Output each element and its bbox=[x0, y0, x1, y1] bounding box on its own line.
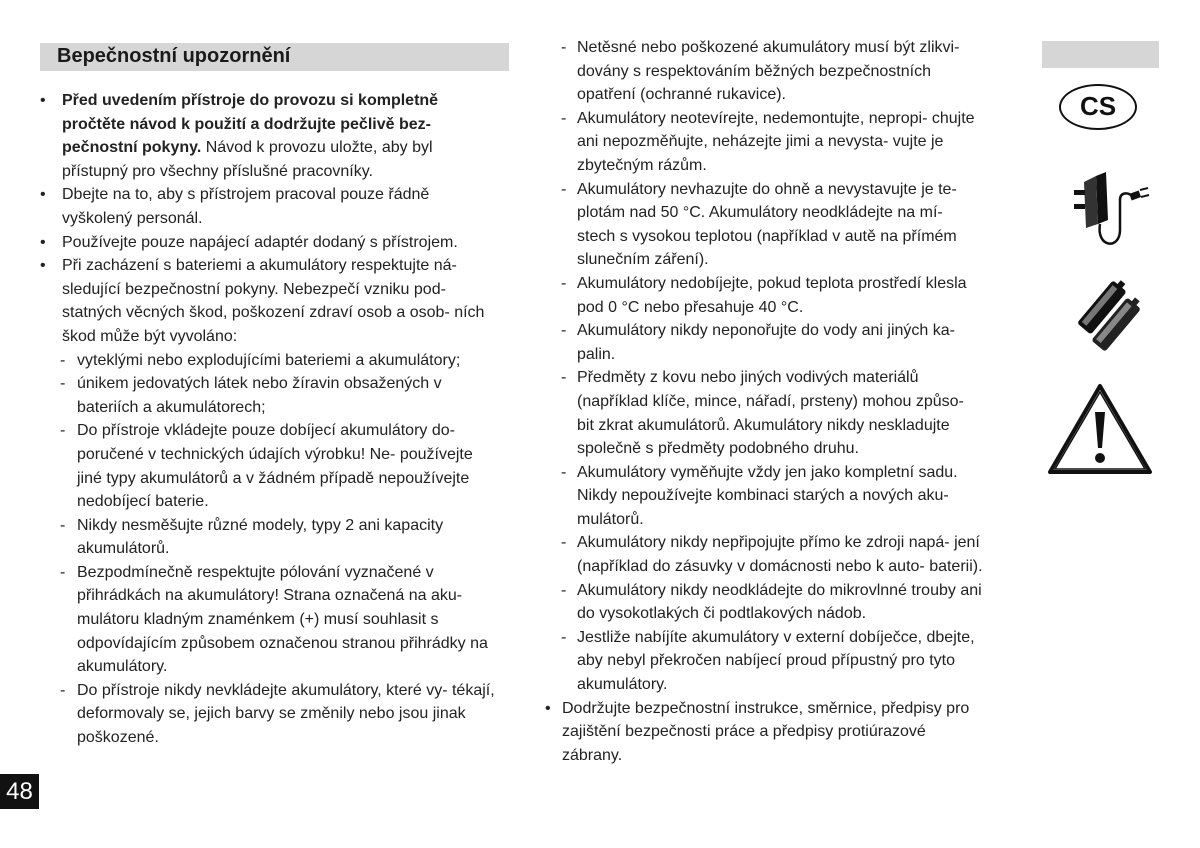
dash: - bbox=[561, 369, 567, 387]
dash: - bbox=[60, 681, 66, 699]
dash: - bbox=[561, 463, 567, 481]
sub-item-text: Jestliže nabíjíte akumulátory v externí dobíječce, dbejte, aby nebyl překročen nabíjecí proud přípustný pro tyto akumulátory. bbox=[577, 628, 975, 694]
sub-item-text: Akumulátory nikdy neponořujte do vody ani jiných ka- palin. bbox=[577, 322, 955, 363]
list-item-text: Dbejte na to, aby s přístrojem pracoval pouze řádně vyškolený personál. bbox=[62, 186, 430, 227]
sub-item-text: Předměty z kovu nebo jiných vodivých materiálů (například klíče, mince, nářadí, prsteny) mohou způso- bit zkrat akumulátorů. Akumulátory nikdy neskladujte společně s předměty podobného druhu. bbox=[577, 369, 964, 458]
bullet: • bbox=[545, 699, 551, 717]
dash: - bbox=[60, 351, 66, 369]
sub-item bbox=[545, 178, 985, 272]
dash: - bbox=[561, 581, 567, 599]
sub-item-text: Do přístroje nikdy nevkládejte akumulátory, které vy- tékají, deformovaly se, jejich barvy se změnily nebo jsou jinak poškozené. bbox=[77, 681, 495, 747]
sub-item bbox=[545, 579, 985, 626]
dash: - bbox=[561, 109, 567, 127]
section-heading-bar bbox=[40, 43, 509, 71]
sub-item bbox=[40, 679, 500, 750]
list-item bbox=[545, 697, 985, 768]
sub-item-text: Akumulátory nikdy neodkládejte do mikrovlnné trouby ani do vysokotlakých či podtlakových nádob. bbox=[577, 581, 982, 623]
sub-item bbox=[40, 419, 500, 513]
list-item bbox=[40, 231, 500, 255]
warning-triangle-icon bbox=[1046, 382, 1154, 476]
list-item-intro bbox=[40, 89, 500, 183]
dash: - bbox=[60, 516, 66, 534]
section-title: Bepečnostní upozornění bbox=[57, 45, 291, 67]
sub-item-text: Akumulátory nedobíjejte, pokud teplota prostředí klesla pod 0 °C nebo přesahuje 40 °C. bbox=[577, 274, 967, 316]
sub-item bbox=[545, 36, 985, 107]
list-item-text: Používejte pouze napájecí adaptér dodaný s přístrojem. bbox=[62, 233, 458, 251]
list-item-text: Dodržujte bezpečnostní instrukce, směrnice, předpisy pro zajištění bezpečnosti práce a předpisy protiúrazové zábrany. bbox=[562, 699, 970, 764]
sub-item bbox=[40, 349, 500, 373]
sub-item bbox=[545, 626, 985, 697]
sub-item bbox=[545, 531, 985, 578]
intro-bold-text: Před uvedením přístroje do provozu si kompletně pročtěte návod k použití a dodržujte pečlivě bez- pečnostní pokyny. bbox=[62, 92, 439, 157]
sub-item-text: Do přístroje vkládejte pouze dobíjecí akumulátory do- poručené v technických údajích výrobku! Ne- používejte jiné typy akumulátorů a v žádném případě nepoužívejte nedobíjecí baterie. bbox=[77, 422, 473, 511]
batteries-icon bbox=[1074, 276, 1144, 358]
sub-item bbox=[40, 561, 500, 679]
sub-item-text: Akumulátory vyměňujte vždy jen jako kompletní sadu. Nikdy nepoužívejte kombinaci starých a nových aku- mulátorů. bbox=[577, 463, 958, 528]
dash: - bbox=[561, 180, 567, 198]
sub-item-text: Bezpodmínečně respektujte pólování vyznačené v přihrádkách na akumulátory! Strana označená na aku- mulátoru kladným znaménkem (+) musí souhlasit s odpovídajícím způsobem označenou stranou přihrádky na akumulátory. bbox=[77, 563, 488, 676]
right-column bbox=[545, 36, 985, 767]
dash: - bbox=[561, 534, 567, 552]
sub-item-text: vyteklými nebo explodujícími bateriemi a akumulátory; bbox=[77, 351, 461, 369]
dash: - bbox=[60, 563, 66, 581]
sub-item-text: únikem jedovatých látek nebo žíravin obsažených v bateriích a akumulátorech; bbox=[77, 375, 442, 416]
dash: - bbox=[60, 422, 66, 440]
power-adapter-icon bbox=[1066, 170, 1152, 250]
left-column bbox=[40, 89, 500, 750]
sub-item bbox=[545, 319, 985, 366]
bullet: • bbox=[40, 186, 46, 204]
sub-item bbox=[545, 107, 985, 178]
page-number: 48 bbox=[0, 774, 39, 809]
sidebar-header-bar bbox=[1042, 41, 1159, 68]
bullet: • bbox=[40, 92, 46, 109]
language-badge: CS bbox=[1059, 84, 1137, 130]
sub-item bbox=[545, 272, 985, 319]
sub-item bbox=[40, 514, 500, 561]
sub-item bbox=[40, 372, 500, 419]
sub-item-text: Akumulátory nevhazujte do ohně a nevystavujte je te- plotám nad 50 °C. Akumulátory neodkládejte na mí- stech s vysokou teplotou (například v autě na přímém slunečním záření). bbox=[577, 180, 957, 269]
dash: - bbox=[561, 322, 567, 340]
list-item-text: Při zacházení s bateriemi a akumulátory respektujte ná- sledující bezpečnostní pokyny. Nebezpečí vzniku pod- statných věcných škod, poškození zdraví osob a osob- ních škod může být vyvoláno: bbox=[62, 257, 485, 345]
dash: - bbox=[561, 274, 567, 292]
dash: - bbox=[561, 39, 567, 56]
list-item bbox=[40, 183, 500, 230]
intro-text: Návod k provozu uložte, aby byl přístupný pro všechny příslušné pracovníky. bbox=[62, 139, 433, 180]
dash: - bbox=[561, 628, 567, 646]
sub-item bbox=[545, 366, 985, 460]
bullet: • bbox=[40, 257, 46, 275]
sub-item-text: Akumulátory neotevírejte, nedemontujte, nepropi- chujte ani nepozměňujte, neházejte jimi a nevysta- vujte je zbytečným rázům. bbox=[577, 109, 975, 174]
list-item bbox=[40, 254, 500, 348]
sub-item-text: Netěsné nebo poškozené akumulátory musí být zlikvi- dovány s respektováním běžných bezpečnostních opatření (ochranné rukavice). bbox=[577, 39, 960, 104]
sub-item-text: Akumulátory nikdy nepřipojujte přímo ke zdroji napá- jení (například do zásuvky v domácnosti nebo k auto- baterii). bbox=[577, 534, 983, 576]
dash: - bbox=[60, 375, 66, 393]
sub-item bbox=[545, 461, 985, 532]
bullet: • bbox=[40, 233, 46, 251]
sub-item-text: Nikdy nesměšujte různé modely, typy 2 ani kapacity akumulátorů. bbox=[77, 516, 444, 558]
